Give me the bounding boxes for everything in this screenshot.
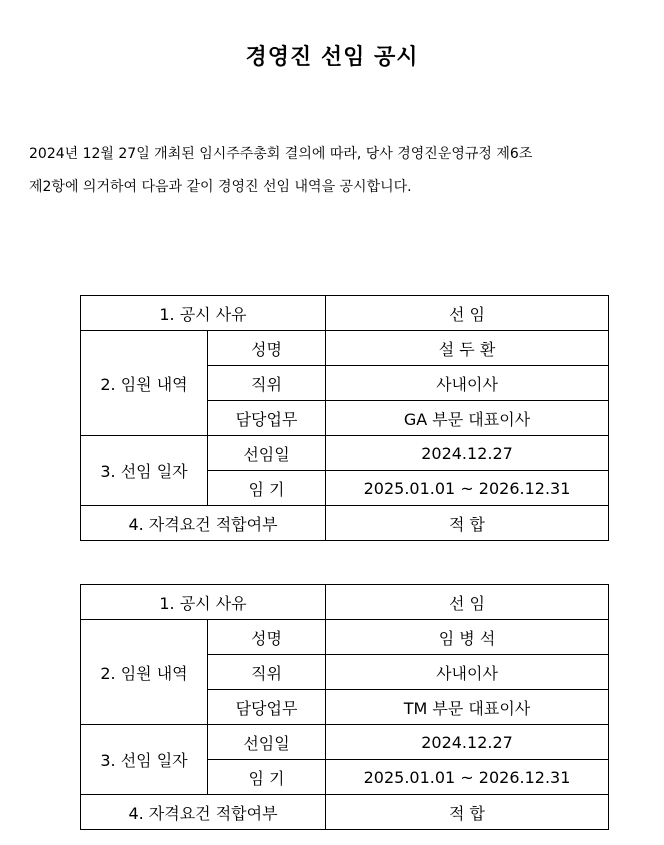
position-value: 사내이사 <box>326 366 609 401</box>
table-row <box>81 585 609 620</box>
position-label: 직위 <box>208 655 326 690</box>
table-row <box>81 436 609 471</box>
officer-label: 2. 임원 내역 <box>81 331 208 436</box>
appoint-label: 3. 선임 일자 <box>81 436 208 506</box>
name-label: 성명 <box>208 620 326 655</box>
table-row <box>81 725 609 760</box>
reason-label: 1. 공시 사유 <box>81 585 326 620</box>
term-value: 2025.01.01 ~ 2026.12.31 <box>326 760 609 795</box>
appoint-date-value: 2024.12.27 <box>326 725 609 760</box>
appointment-table-2 <box>80 584 609 830</box>
duty-label: 담당업무 <box>208 401 326 436</box>
qualification-value: 적 합 <box>326 506 609 541</box>
name-label: 성명 <box>208 331 326 366</box>
term-value: 2025.01.01 ~ 2026.12.31 <box>326 471 609 506</box>
position-value: 사내이사 <box>326 655 609 690</box>
reason-value: 선 임 <box>326 296 609 331</box>
page-title: 경영진 선임 공시 <box>245 45 419 70</box>
intro-line-1: 2024년 12월 27일 개최된 임시주주총회 결의에 따라, 당사 경영진운영규정 제6조 <box>29 146 533 162</box>
table-row <box>81 795 609 830</box>
officer-label: 2. 임원 내역 <box>81 620 208 725</box>
appoint-date-label: 선임일 <box>208 725 326 760</box>
position-label: 직위 <box>208 366 326 401</box>
term-label: 임 기 <box>208 471 326 506</box>
name-value: 설 두 환 <box>326 331 609 366</box>
reason-label: 1. 공시 사유 <box>81 296 326 331</box>
table-row <box>81 506 609 541</box>
qualification-label: 4. 자격요건 적합여부 <box>81 506 326 541</box>
duty-value: TM 부문 대표이사 <box>326 690 609 725</box>
appoint-date-value: 2024.12.27 <box>326 436 609 471</box>
table-row <box>81 620 609 655</box>
reason-value: 선 임 <box>326 585 609 620</box>
duty-label: 담당업무 <box>208 690 326 725</box>
appointment-table-1 <box>80 295 609 541</box>
appoint-date-label: 선임일 <box>208 436 326 471</box>
name-value: 임 병 석 <box>326 620 609 655</box>
duty-value: GA 부문 대표이사 <box>326 401 609 436</box>
intro-line-2: 제2항에 의거하여 다음과 같이 경영진 선임 내역을 공시합니다. <box>29 179 412 195</box>
term-label: 임 기 <box>208 760 326 795</box>
table-row <box>81 296 609 331</box>
qualification-label: 4. 자격요건 적합여부 <box>81 795 326 830</box>
qualification-value: 적 합 <box>326 795 609 830</box>
appoint-label: 3. 선임 일자 <box>81 725 208 795</box>
intro-paragraph <box>29 138 637 204</box>
table-row <box>81 331 609 366</box>
